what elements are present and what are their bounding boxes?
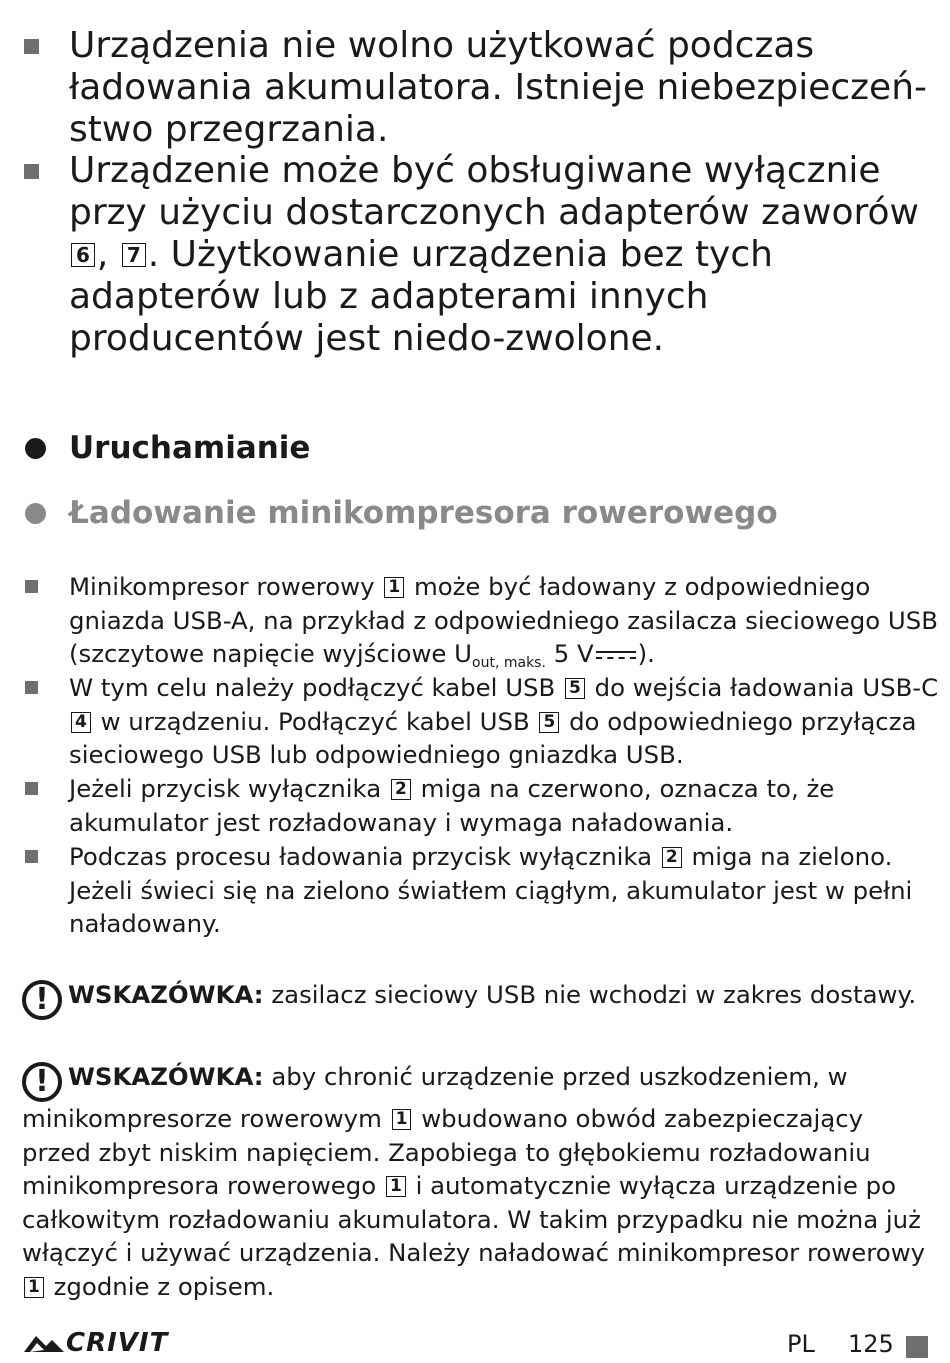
reference-number: 7 bbox=[122, 243, 146, 267]
note: ! WSKAZÓWKA: zasilacz sieciowy USB nie wchodzi w zakres dostawy. bbox=[22, 978, 932, 1020]
language-code: PL bbox=[787, 1330, 815, 1358]
bullet-item: W tym celu należy podłączyć kabel USB 5 do wejścia ładowania USB-C 4 w urządzeniu. Podłączyć kabel USB 5 do odpowiedniego przyłącza sieciowego USB lub odpowiedniego gniazdka USB. bbox=[69, 671, 939, 772]
note: ! WSKAZÓWKA: aby chronić urządzenie przed uszkodzeniem, w minikompresorze rowerowym 1 wbudowano obwód zabezpieczający przed zbyt niskim napięciem. Zapobiega to głębokiemu rozładowaniu minikompresora rowerowego 1 i automatycznie wyłącza urządzenie po całkowitym rozładowaniu akumulatora. W takim przypadku nie można już włączyć i używać urządzenia. Należy naładować minikompresor rowerowy 1 zgodnie z opisem. bbox=[22, 1062, 926, 1301]
subscript: out, maks. bbox=[472, 655, 546, 672]
section-heading: Uruchamianie bbox=[69, 428, 310, 468]
square-bullet-icon bbox=[25, 681, 38, 694]
page-number: 125 bbox=[848, 1330, 894, 1358]
reference-number: 5 bbox=[539, 712, 559, 733]
reference-number: 2 bbox=[662, 847, 682, 868]
bullet-item: Podczas procesu ładowania przycisk wyłącznika 2 miga na zielono. Jeżeli świeci się na zielono światłem ciągłym, akumulator jest w pełni naładowany. bbox=[69, 840, 939, 941]
exclamation-circle-icon: ! bbox=[22, 1062, 62, 1102]
square-bullet-icon bbox=[25, 580, 38, 593]
square-bullet-icon bbox=[25, 782, 38, 795]
page-marker-square bbox=[906, 1336, 928, 1358]
reference-number: 1 bbox=[392, 1109, 412, 1130]
bullet-text: Urządzenie może być obsługiwane wyłącznie przy użyciu dostarczonych adapterów zaworów bbox=[69, 150, 919, 233]
exclamation-circle-icon: ! bbox=[22, 980, 62, 1020]
bullet-item: Urządzenie może być obsługiwane wyłącznie przy użyciu dostarczonych adapterów zaworów 6 , 7 . Użytkowanie urządzenia bez tych adapterów lub z adapterami innych producentów jest niedo-zwolone. bbox=[69, 150, 939, 360]
square-bullet-icon bbox=[24, 164, 39, 179]
reference-number: 6 bbox=[71, 243, 95, 267]
square-bullet-icon bbox=[25, 850, 38, 863]
crivit-swoosh-icon bbox=[22, 1332, 66, 1354]
square-bullet-icon bbox=[24, 39, 39, 54]
round-bullet-icon bbox=[25, 503, 46, 524]
page-footer bbox=[0, 1328, 950, 1362]
subsection-heading: Ładowanie minikompresora rowerowego bbox=[69, 493, 778, 533]
reference-number: 5 bbox=[565, 678, 585, 699]
direct-current-symbol-icon bbox=[594, 648, 638, 662]
round-bullet-icon bbox=[25, 438, 46, 459]
note-label: WSKAZÓWKA: bbox=[68, 1062, 264, 1091]
reference-number: 1 bbox=[386, 1176, 406, 1197]
bullet-item bbox=[69, 25, 939, 151]
bullet-item: Jeżeli przycisk wyłącznika 2 miga na czerwono, oznacza to, że akumulator jest rozładowanay i wymaga naładowania. bbox=[69, 772, 939, 839]
reference-number: 2 bbox=[391, 779, 411, 800]
reference-number: 1 bbox=[24, 1277, 44, 1298]
brand-logo: CRIVIT bbox=[22, 1328, 168, 1358]
bullet-text: . Użytkowanie urządzenia bez tych adapterów lub z adapterami innych producentów jest niedo-zwolone. bbox=[69, 234, 773, 359]
reference-number: 4 bbox=[71, 712, 91, 733]
bullet-item: Minikompresor rowerowy 1 może być ładowany z odpowiedniego gniazda USB-A, na przykład z odpowiedniego zasilacza sieciowego USB (szczytowe napięcie wyjściowe $U_{out, maks.}$ 5 V ). bbox=[69, 570, 939, 681]
note-label: WSKAZÓWKA: bbox=[68, 980, 264, 1009]
reference-number: 1 bbox=[384, 577, 404, 598]
bullet-text: Urządzenia nie wolno użytkować podczas ładowania akumulatora. Istnieje niebezpieczeń-stwo przegrzania. bbox=[69, 25, 928, 150]
